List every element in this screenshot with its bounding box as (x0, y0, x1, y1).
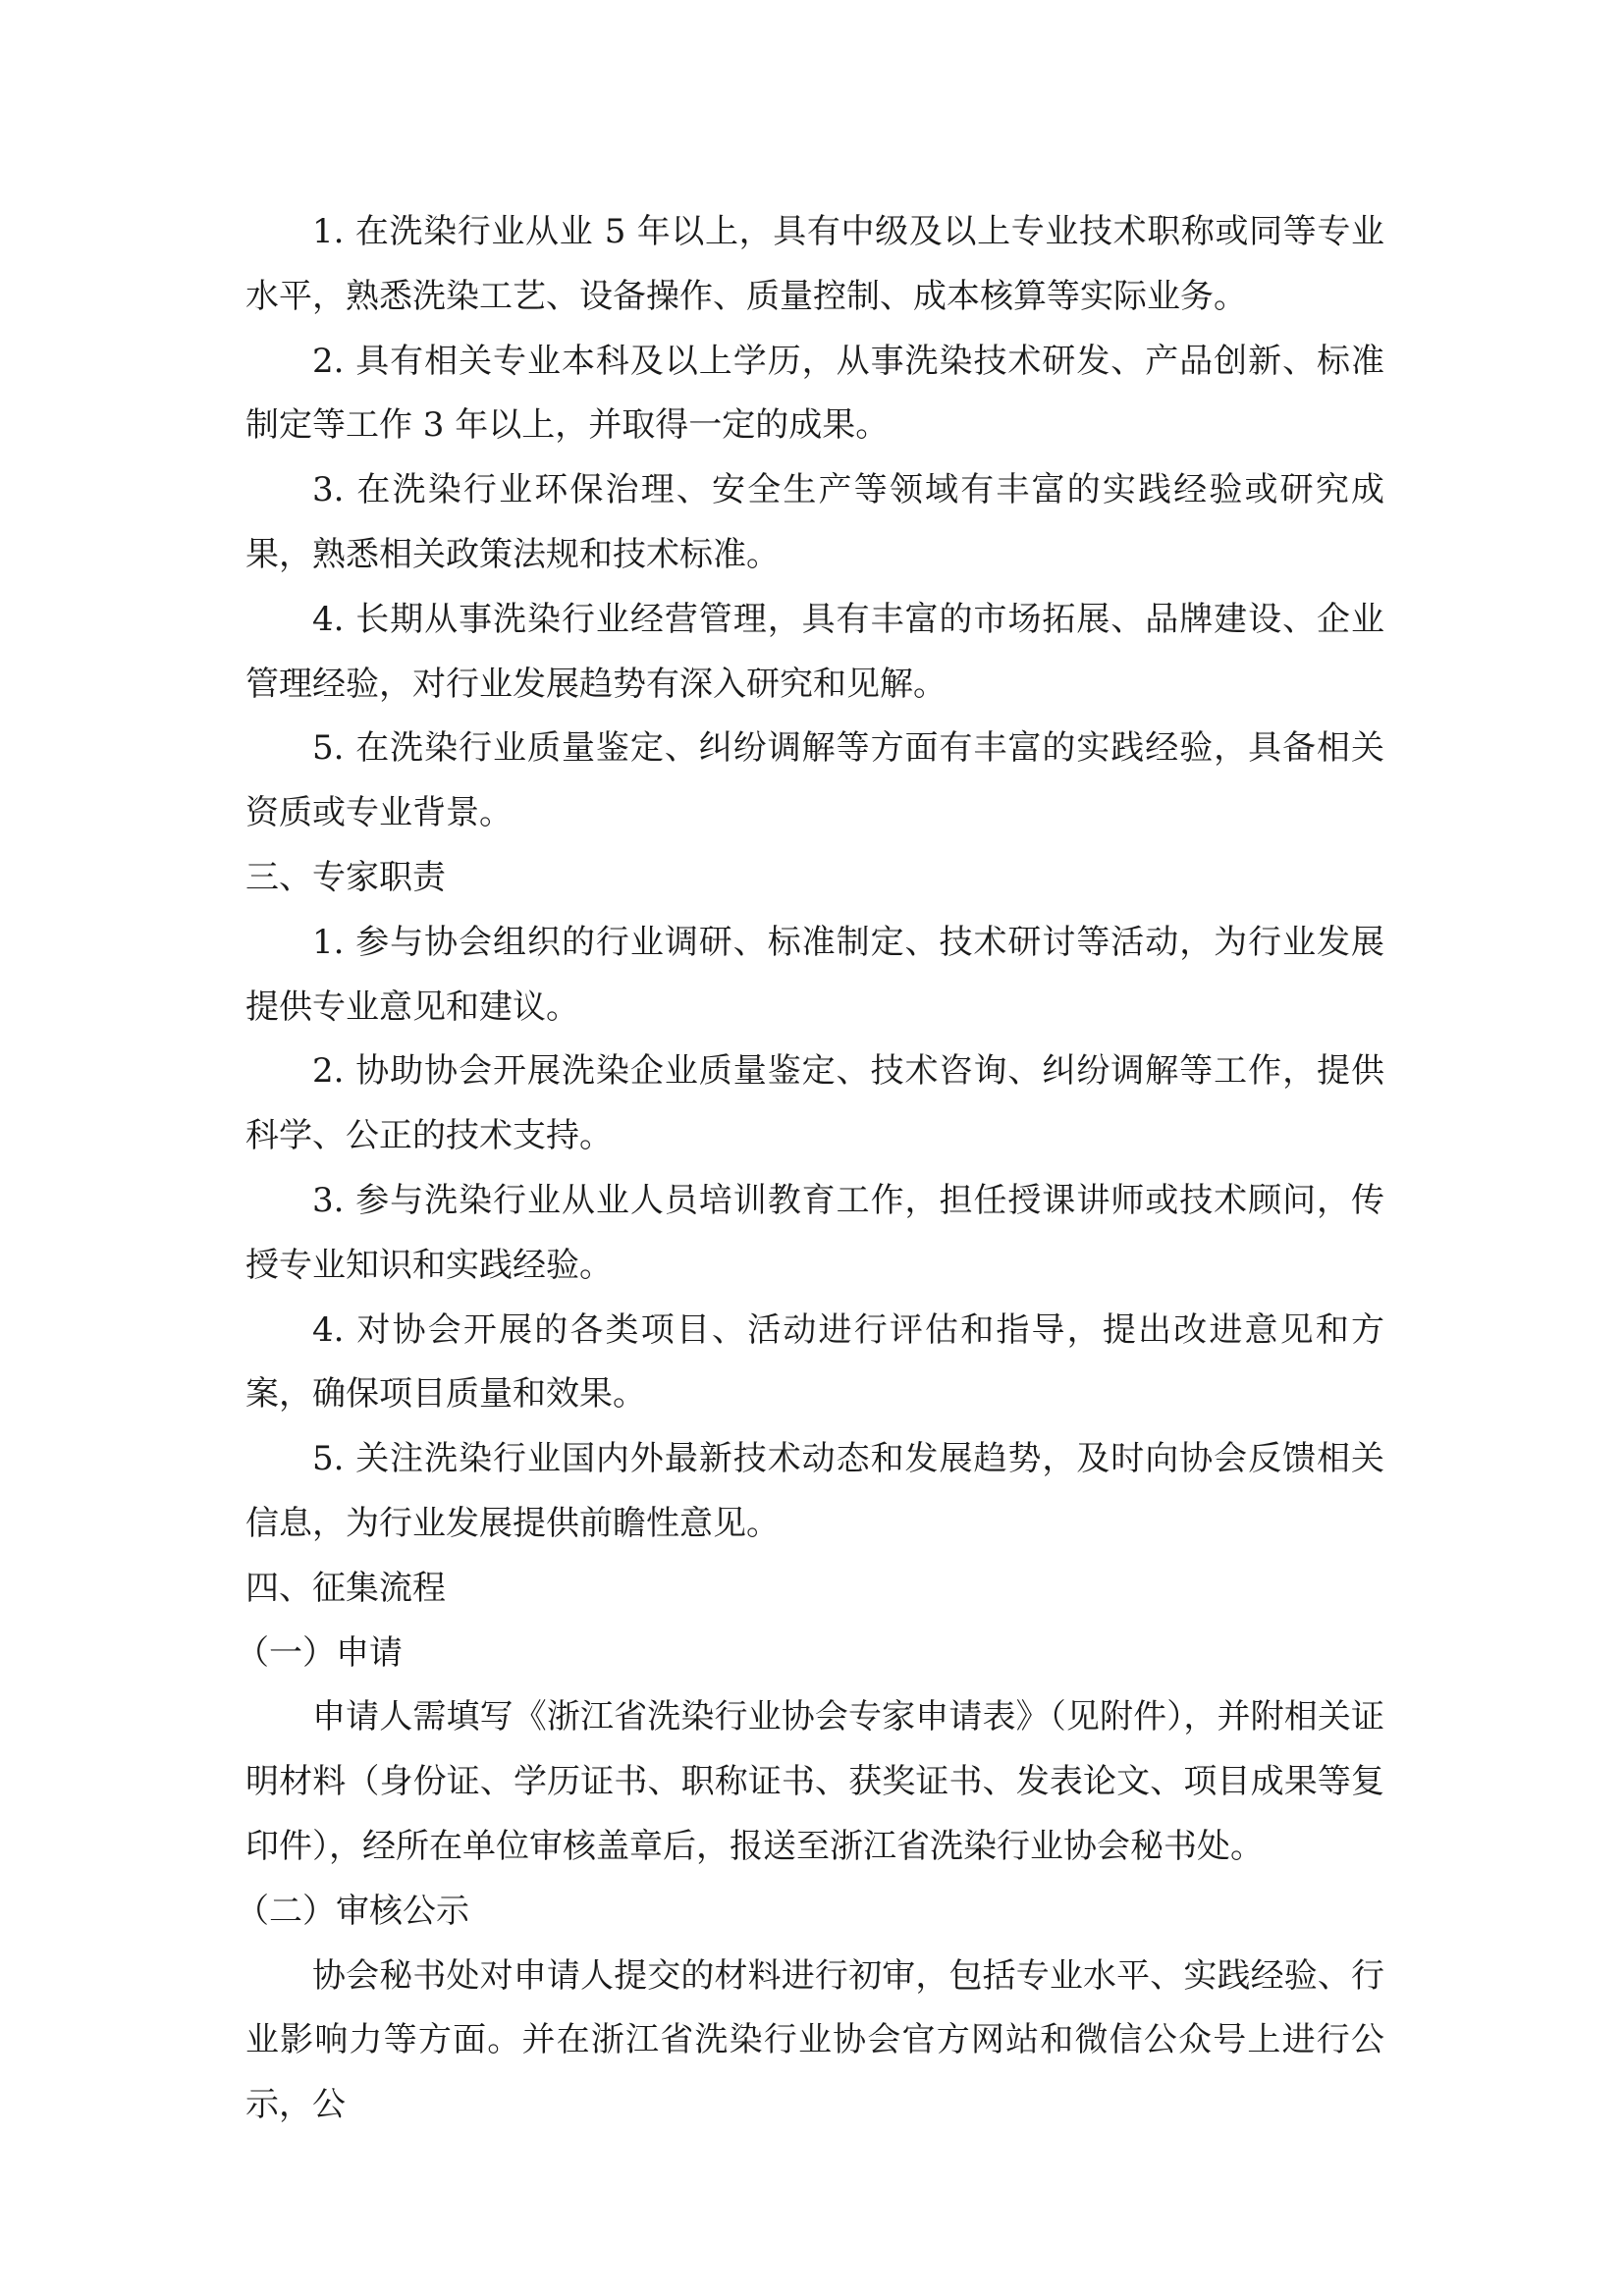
duty-item-3: 3. 参与洗染行业从业人员培训教育工作，担任授课讲师或技术顾问，传授专业知识和实践经验。 (245, 1180, 1384, 1285)
review-paragraph: 协会秘书处对申请人提交的材料进行初审，包括专业水平、实践经验、行业影响力等方面。并在浙江省洗染行业协会官方网站和微信公众号上进行公示，公 (245, 1955, 1384, 2125)
requirement-item-3: 3. 在洗染行业环保治理、安全生产等领域有丰富的实践经验或研究成果，熟悉相关政策法规和技术标准。 (245, 470, 1384, 574)
requirement-item-5: 5. 在洗染行业质量鉴定、纠纷调解等方面有丰富的实践经验，具备相关资质或专业背景。 (245, 728, 1384, 833)
duty-item-1: 1. 参与协会组织的行业调研、标准制定、技术研讨等活动，为行业发展提供专业意见和建议。 (245, 922, 1384, 1027)
duty-item-4: 4. 对协会开展的各类项目、活动进行评估和指导，提出改进意见和方案，确保项目质量和效果。 (245, 1309, 1384, 1415)
duty-item-2: 2. 协助协会开展洗染企业质量鉴定、技术咨询、纠纷调解等工作，提供科学、公正的技术支持。 (245, 1051, 1384, 1156)
section-heading-duties: 三、专家职责 (245, 857, 446, 897)
duty-item-5: 5. 关注洗染行业国内外最新技术动态和发展趋势，及时向协会反馈相关信息，为行业发展提供前瞻性意见。 (245, 1439, 1384, 1543)
requirement-item-4: 4. 长期从事洗染行业经营管理，具有丰富的市场拓展、品牌建设、企业管理经验，对行业发展趋势有深入研究和见解。 (245, 599, 1384, 704)
requirement-item-2: 2. 具有相关专业本科及以上学历，从事洗染技术研发、产品创新、标准制定等工作 3 年以上，并取得一定的成果。 (245, 341, 1384, 446)
requirement-item-1: 1. 在洗染行业从业 5 年以上，具有中级及以上专业技术职称或同等专业水平，熟悉洗染工艺、设备操作、质量控制、成本核算等实际业务。 (245, 212, 1384, 316)
apply-paragraph: 申请人需填写《浙江省洗染行业协会专家申请表》（见附件），并附相关证明材料（身份证、学历证书、职称证书、获奖证书、发表论文、项目成果等复印件），经所在单位审核盖章后，报送至浙江省洗染行业协会秘书处。 (245, 1697, 1384, 1866)
subsection-heading-review: （二）审核公示 (236, 1891, 469, 1931)
document-body (236, 200, 1384, 2138)
section-heading-process: 四、征集流程 (245, 1568, 446, 1608)
subsection-heading-apply: （一）申请 (236, 1632, 403, 1673)
